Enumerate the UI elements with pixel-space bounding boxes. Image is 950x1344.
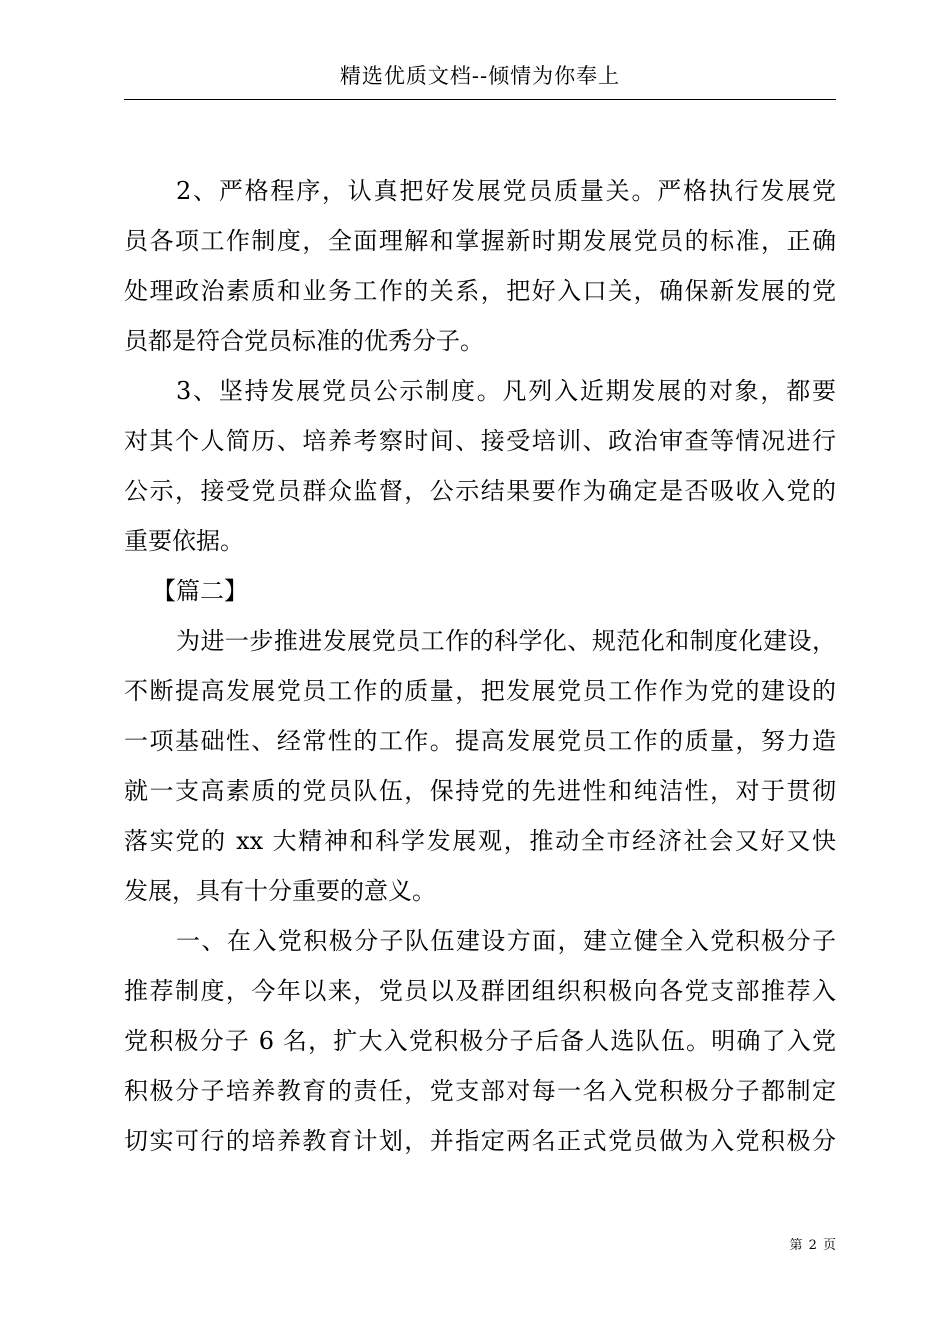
page-header-title: 精选优质文档--倾情为你奉上 [339, 64, 621, 88]
paragraph-line: 重要依据。 [124, 527, 244, 555]
paragraph-line: 党积极分子 6 名，扩大入党积极分子后备人选队伍。明确了入党 [124, 1027, 836, 1055]
paragraph-line: 员都是符合党员标准的优秀分子。 [124, 327, 484, 355]
paragraph-line: 就一支高素质的党员队伍，保持党的先进性和纯洁性，对于贯彻 [124, 777, 836, 805]
paragraph-line: 对其个人简历、培养考察时间、接受培训、政治审查等情况进行 [124, 427, 836, 455]
section-heading: 【篇二】 [152, 577, 248, 605]
document-body [124, 166, 836, 1166]
paragraph-line: 积极分子培养教育的责任，党支部对每一名入党积极分子都制定 [124, 1077, 836, 1105]
page-number: 第 2 页 [789, 1238, 837, 1253]
paragraph-line: 2、严格程序，认真把好发展党员质量关。严格执行发展党 [176, 177, 836, 205]
paragraph-2 [124, 166, 836, 366]
paragraph-line: 员各项工作制度，全面理解和掌握新时期发展党员的标准，正确 [124, 227, 836, 255]
header-divider [124, 99, 836, 100]
paragraph-line: 一项基础性、经常性的工作。提高发展党员工作的质量，努力造 [124, 727, 836, 755]
paragraph-line: 发展，具有十分重要的意义。 [124, 877, 436, 905]
paragraph-line: 为进一步推进发展党员工作的科学化、规范化和制度化建设， [176, 627, 836, 655]
paragraph-line: 处理政治素质和业务工作的关系，把好入口关，确保新发展的党 [124, 277, 836, 305]
paragraph-line: 落实党的 xx 大精神和科学发展观，推动全市经济社会又好又快 [124, 827, 836, 855]
paragraph-line: 公示，接受党员群众监督，公示结果要作为确定是否吸收入党的 [124, 477, 836, 505]
paragraph-line: 推荐制度，今年以来，党员以及群团组织积极向各党支部推荐入 [124, 977, 836, 1005]
paragraph-line: 一、在入党积极分子队伍建设方面，建立健全入党积极分子 [176, 927, 836, 955]
paragraph-line: 切实可行的培养教育计划，并指定两名正式党员做为入党积极分 [124, 1127, 836, 1155]
paragraph-3 [124, 366, 836, 566]
paragraph-line: 3、坚持发展党员公示制度。凡列入近期发展的对象，都要 [176, 377, 836, 405]
paragraph-1 [124, 916, 836, 1166]
paragraph-intro [124, 616, 836, 916]
paragraph-line: 不断提高发展党员工作的质量，把发展党员工作作为党的建设的 [124, 677, 836, 705]
